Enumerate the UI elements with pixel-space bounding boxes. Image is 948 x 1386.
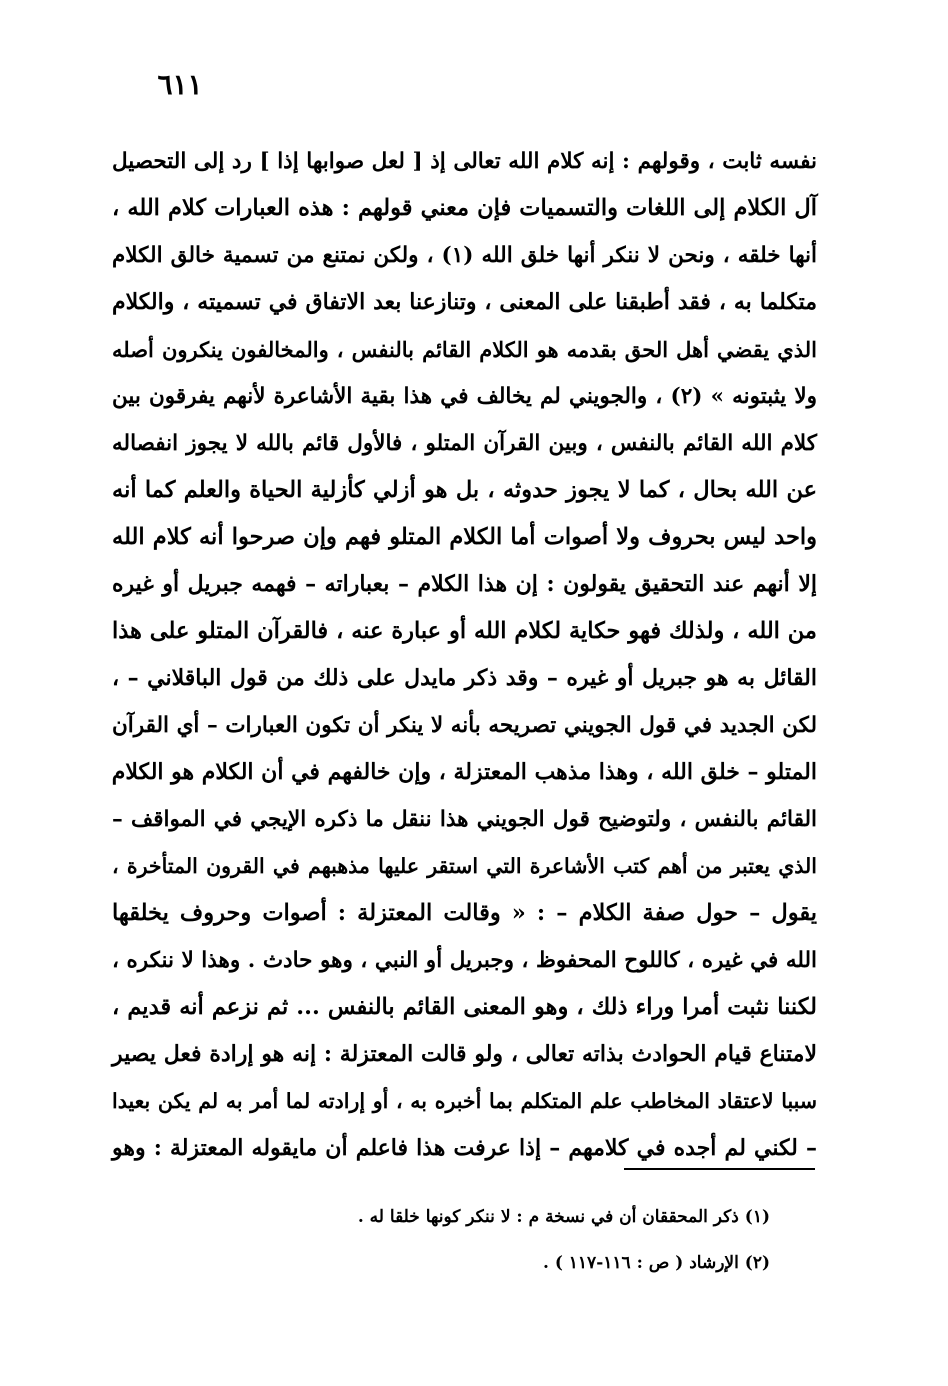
text-line: ولا يثبتونه » (٢) ، والجويني لم يخالف في هذا بقية الأشاعرة لأنهم يفرقون بين: [112, 384, 818, 409]
text-line: من الله ، ولذلك فهو حكاية لكلام الله أو عبارة عنه ، فالقرآن المتلو على هذا: [112, 618, 817, 644]
text-line: نفسه ثابت ، وقولهم : إنه كلام الله تعالى إذ [ لعل صوابها إذا ] رد إلى التحصيل: [112, 149, 817, 174]
text-line: الله في غيره ، كاللوح المحفوظ ، وجبريل أو النبي ، وهو حادث . وهذا لا ننكره ،: [112, 948, 817, 973]
footnote-divider: [624, 1168, 815, 1170]
text-line: آل الكلام إلى اللغات والتسميات فإن معني قولهم : هذه العبارات كلام الله ،: [112, 195, 817, 221]
text-line: القائم بالنفس ، ولتوضيح قول الجويني هذا ننقل ما ذكره الإيجي في المواقف –: [112, 807, 817, 832]
text-line: الذي يقضي أهل الحق بقدمه هو الكلام القائم بالنفس ، والمخالفون ينكرون أصله: [112, 337, 817, 362]
text-line: عن الله بحال ، كما لا يجوز حدوثه ، بل هو أزلي كأزلية الحياة والعلم كما أنه: [112, 477, 817, 503]
text-line: لكننا نثبت أمرا وراء ذلك ، وهو المعنى القائم بالنفس ... ثم نزعم أنه قديم ،: [112, 994, 817, 1020]
text-line: كلام الله القائم بالنفس ، وبين القرآن المتلو ، فالأول قائم بالله لا يجوز انفصاله: [112, 431, 817, 456]
text-line: لكن الجديد في قول الجويني تصريحه بأنه لا ينكر أن تكون العبارات – أي القرآن: [112, 713, 817, 738]
text-line: متكلما به ، فقد أطبقنا على المعنى ، وتنازعنا بعد الاتفاق في تسميته ، والكلام: [112, 289, 817, 315]
footnote-1: (١) ذكر المحققان أن في نسخة م : لا ننكر كونها خلقا له .: [357, 1207, 770, 1227]
main-text: [112, 138, 817, 1172]
text-line: واحد ليس بحروف ولا أصوات أما الكلام المتلو فهم وإن صرحوا أنه كلام الله: [112, 524, 817, 550]
footnotes: [150, 1200, 770, 1292]
text-line: سببا لاعتقاد المخاطب علم المتكلم بما أخبره به ، أو إرادته لما أمر به لم يكن بعيدا: [112, 1089, 817, 1113]
text-line: يقول – حول صفة الكلام – : « وقالت المعتزلة : أصوات وحروف يخلقها: [112, 900, 817, 926]
footnote-2: (٢) الإرشاد ( ص : ١١٦-١١٧ ) .: [542, 1253, 770, 1273]
page-number: ٦١١: [157, 68, 203, 101]
text-line: – لكني لم أجده في كلامهم – إذا عرفت هذا فاعلم أن مايقوله المعتزلة : وهو: [112, 1135, 817, 1161]
text-line: لامتناع قيام الحوادث بذاته تعالى ، ولو قالت المعتزلة : إنه هو إرادة فعل يصير: [112, 1041, 817, 1067]
text-line: إلا أنهم عند التحقيق يقولون : إن هذا الكلام – بعباراته – فهمه جبريل أو غيره: [112, 571, 817, 597]
text-line: المتلو – خلق الله ، وهذا مذهب المعتزلة ، وإن خالفهم في أن الكلام هو الكلام: [111, 759, 817, 785]
text-line: القائل به هو جبريل أو غيره – وقد ذكر مايدل على ذلك من قول الباقلاني – ،: [112, 665, 817, 691]
text-line: الذي يعتبر من أهم كتب الأشاعرة التي استقر عليها مذهبهم في القرون المتأخرة ،: [112, 854, 817, 878]
text-line: أنها خلقه ، ونحن لا ننكر أنها خلق الله (١) ، ولكن نمتنع من تسمية خالق الكلام: [112, 243, 817, 268]
